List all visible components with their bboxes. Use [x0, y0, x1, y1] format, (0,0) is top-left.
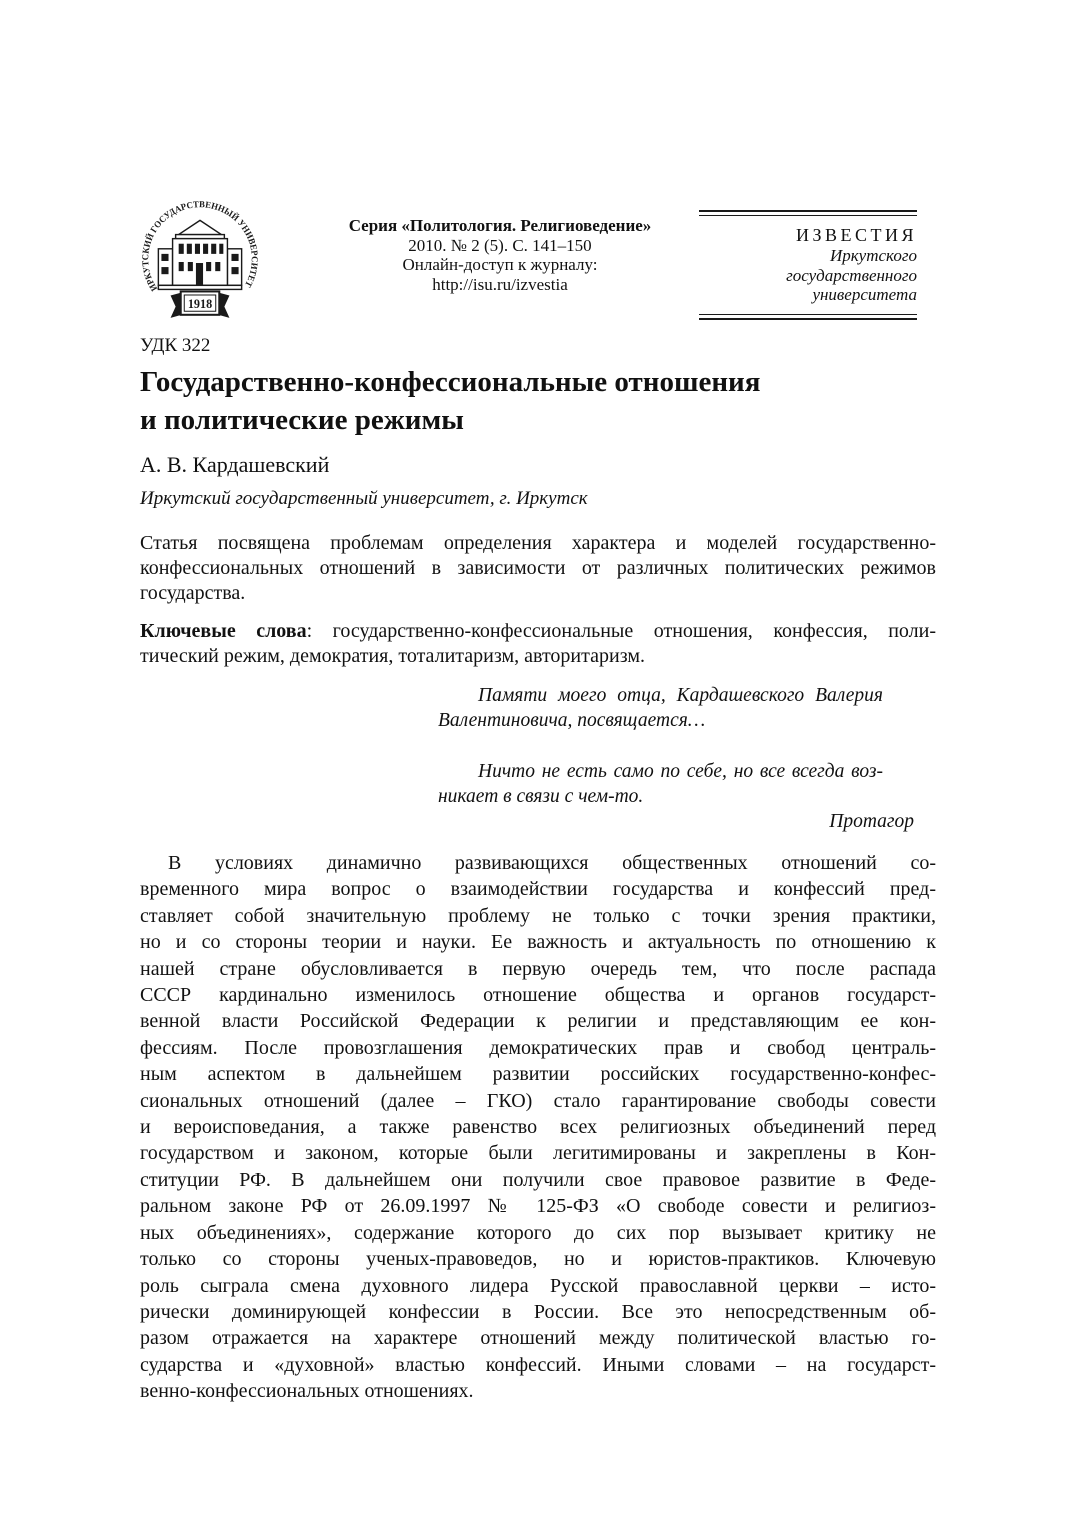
abstract — [140, 531, 936, 606]
abstract-line: государства. — [140, 582, 246, 604]
author-name: А. В. Кардашевский — [140, 452, 330, 477]
keywords-text-1: : государственно-конфессиональные отношения, конфессия, поли- — [306, 620, 936, 642]
series-title: Серия «Политология. Религиоведение» — [348, 216, 652, 235]
epigraph-attribution: Протагор — [829, 811, 914, 832]
logo-year-banner — [171, 291, 230, 317]
university-seal-icon — [134, 196, 266, 328]
body-text-line: сиональных отношений (далее – ГКО) стало гарантирование свободы совести — [140, 1089, 936, 1112]
body-text-line: ституции РФ. В дальнейшем они получили свое правовое развитие в Феде- — [140, 1168, 936, 1191]
body-text-line: государством и законом, которые были легитимированы и закреплены в Кон- — [140, 1142, 936, 1165]
dedication — [438, 683, 883, 733]
university-logo — [134, 196, 266, 328]
body-text-line: рически доминирующей конфессии в России. Все это непосредственным об- — [140, 1300, 936, 1323]
article-title — [140, 363, 936, 439]
body-text-line: только со стороны ученых-правоведов, но и юристов-практиков. Ключевую — [140, 1248, 936, 1271]
body-text-line: ных объединениях», содержание которого до сих пор вызывает критику не — [140, 1221, 936, 1244]
body-text-line: ставляет собой значительную проблему не только с точки зрения практики, — [140, 904, 936, 927]
keywords-line-1 — [140, 619, 936, 644]
udc-code: УДК 322 — [140, 335, 211, 356]
body-text-line: и вероисповедания, а также равенство всех религиозных объединений перед — [140, 1116, 936, 1139]
bottom-double-rule — [699, 314, 917, 320]
article-content — [140, 334, 936, 1405]
dedication-line: Валентиновича, посвящается… — [438, 710, 706, 731]
body-text-line: временного мира вопрос о взаимодействии государства и конфессий пред- — [140, 878, 936, 901]
body-text-line: ным аспектом в дальнейшем развитии российских государственно-конфес- — [140, 1063, 936, 1086]
journal-banner — [699, 210, 917, 320]
journal-subtitle-line: государственного — [786, 265, 917, 285]
abstract-line: Статья посвящена проблемам определения характера и моделей государственно- — [140, 532, 936, 554]
keywords-label: Ключевые слова — [140, 620, 307, 642]
body-text-line: В условиях динамично развивающихся общественных отношений со- — [168, 852, 936, 874]
body-text-line: венно-конфессиональных отношениях. — [140, 1380, 474, 1403]
journal-name: ИЗВЕСТИЯ — [795, 225, 917, 245]
epigraph-line: никает в связи с чем-то. — [438, 786, 644, 807]
body-text-line: фессиям. После провозглашения демократических прав и свобод централь- — [140, 1036, 936, 1059]
series-info — [322, 216, 678, 294]
body-paragraph — [140, 850, 936, 1405]
dedication-line: Памяти моего отца, Кардашевского Валерия — [478, 685, 883, 706]
article-title-line: Государственно-конфессиональные отношения — [140, 366, 761, 398]
logo-year: 1918 — [187, 297, 213, 312]
epigraph-line: Ничто не есть само по себе, но все всегда воз- — [478, 761, 883, 782]
keywords — [140, 619, 936, 669]
epigraph — [438, 759, 883, 809]
author-affiliation: Иркутский государственный университет, г. Иркутск — [140, 488, 588, 509]
journal-subtitle-line: Иркутского — [829, 246, 917, 265]
journal-subtitle — [699, 246, 917, 305]
body-text-line: СССР кардинально изменилось отношение общества и органов государст- — [140, 984, 936, 1007]
journal-url: http://isu.ru/izvestia — [432, 274, 568, 294]
keywords-line-2: тический режим, демократия, тоталитаризм, авторитаризм. — [140, 645, 645, 667]
logo-circular-text: ИРКУТСКИЙ ГОСУДАРСТВЕННЫЙ УНИВЕРСИТЕТ — [140, 199, 260, 293]
journal-subtitle-line: университета — [812, 285, 917, 304]
body-text-line: нашей стране обусловливается в первую очередь тем, что после распада — [140, 957, 936, 980]
body-text-line: разом отражается на характере отношений между политической властью го- — [140, 1327, 936, 1350]
issue-info: 2010. № 2 (5). С. 141–150 — [408, 235, 592, 255]
body-text-line: ральном законе РФ от 26.09.1997 № 125-ФЗ «О свободе совести и религиоз- — [140, 1195, 936, 1218]
top-double-rule — [699, 210, 917, 216]
logo-building-icon — [158, 220, 241, 289]
online-access-label: Онлайн-доступ к журналу: — [402, 255, 598, 274]
body-text-line: сударства и «духовной» властью конфессий. Иными словами – на государст- — [140, 1353, 936, 1376]
abstract-line: конфессиональных отношений в зависимости от различных политических режимов — [140, 557, 936, 579]
body-text-line: венной власти Российской Федерации к религии и представляющим ее кон- — [140, 1010, 936, 1033]
body-text-line: роль сыграла смена духовного лидера Русской православной церкви – исто- — [140, 1274, 936, 1297]
article-title-line: и политические режимы — [140, 404, 464, 436]
body-text-line: но и со стороны теории и науки. Ее важность и актуальность по отношению к — [140, 931, 936, 954]
